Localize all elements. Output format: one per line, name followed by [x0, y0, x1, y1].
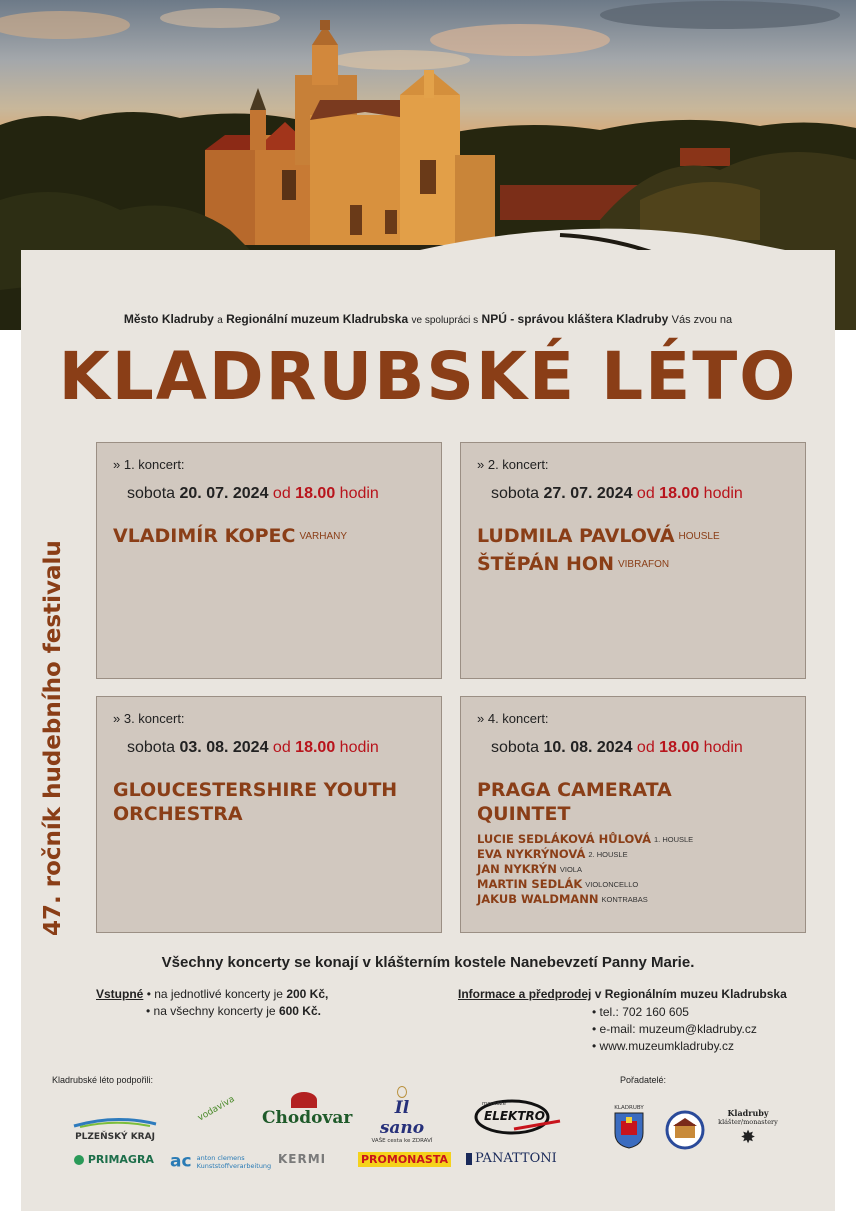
- concert-time: 18.00: [295, 485, 336, 502]
- anton-clemens-logo: [170, 1151, 271, 1172]
- klaster-line1: Kladruby: [727, 1108, 769, 1118]
- admission-line2: • na všechny koncerty je: [146, 1004, 276, 1018]
- intro-town: Město Kladruby: [123, 312, 214, 326]
- chodovar-logo: [262, 1092, 353, 1128]
- plzensky-text: PLZEŇSKÝ KRAJ: [75, 1132, 155, 1142]
- primagra-dot-icon: [74, 1155, 84, 1165]
- concert-od: od: [636, 739, 655, 756]
- concert-time: 18.00: [659, 739, 700, 756]
- ilsano-emblem-icon: [397, 1086, 407, 1098]
- performer-name: ORCHESTRA: [113, 803, 243, 825]
- ilsano-logo: [370, 1086, 434, 1144]
- performer-name: VLADIMÍR KOPEC: [113, 525, 296, 547]
- contact-web[interactable]: • www.muzeumkladruby.cz: [592, 1039, 735, 1053]
- member-instrument: 1. HOUSLE: [654, 835, 694, 844]
- performer-name: QUINTET: [477, 803, 571, 825]
- concert-label: » 4. koncert:: [477, 711, 549, 726]
- concert-day: sobota: [491, 739, 540, 756]
- panattoni-mark-icon: [466, 1153, 472, 1165]
- concert-label: » 1. koncert:: [113, 457, 185, 472]
- member-instrument: VIOLONCELLO: [585, 880, 639, 889]
- ensemble-member: [477, 892, 648, 907]
- information-label: Informace a předprodej: [458, 987, 592, 1001]
- performer: [477, 525, 720, 548]
- chodovar-crest-icon: [291, 1092, 317, 1108]
- star-emblem-icon: ✸: [740, 1127, 756, 1148]
- performer: [113, 803, 243, 826]
- concert-label: » 2. koncert:: [477, 457, 549, 472]
- vodaviva-text: vodaviva: [196, 1094, 237, 1124]
- performer-name: ŠTĚPÁN HON: [477, 553, 614, 575]
- concert-box-2: [460, 442, 806, 679]
- elektro-text: ELEKTRO: [484, 1109, 545, 1123]
- admission-label: Vstupné: [96, 987, 144, 1001]
- concert-od: od: [272, 739, 291, 756]
- town-coat-of-arms-icon: [613, 1111, 645, 1149]
- admission-price-single: 200 Kč,: [286, 987, 329, 1001]
- concert-hodin: hodin: [703, 485, 743, 502]
- concert-date: 03. 08. 2024: [179, 739, 269, 756]
- performer-name: LUDMILA PAVLOVÁ: [477, 525, 675, 547]
- member-name: JAN NYKRÝN: [477, 862, 557, 876]
- concert-hodin: hodin: [339, 485, 379, 502]
- chodovar-text: Chodovar: [262, 1108, 353, 1128]
- performer-name: PRAGA CAMERATA: [477, 779, 672, 801]
- intro-museum: Regionální muzeum Kladrubska: [226, 312, 409, 326]
- performer-instrument: VIBRAFON: [617, 559, 670, 570]
- museum-logo: [665, 1110, 705, 1154]
- concert-time: 18.00: [659, 485, 700, 502]
- concert-date-line: [127, 739, 379, 757]
- performer: [477, 803, 570, 826]
- kladruby-text: KLADRUBY: [614, 1105, 644, 1111]
- intro-and: a: [217, 315, 223, 326]
- elektro-logo: [474, 1099, 562, 1135]
- concert-box-4: [460, 696, 806, 933]
- performer-instrument: HOUSLE: [678, 531, 720, 542]
- ensemble-member: [477, 847, 628, 862]
- primagra-logo: [74, 1153, 154, 1166]
- festival-edition-vertical: 47. ročník hudebního festivalu: [40, 540, 66, 936]
- performer-name: GLOUCESTERSHIRE YOUTH: [113, 779, 398, 801]
- elektro-top-text: montáže: [482, 1101, 507, 1107]
- member-instrument: VIOLA: [559, 865, 582, 874]
- museum-seal-icon: [665, 1110, 705, 1150]
- information-place: v Regionálním muzeu Kladrubska: [594, 987, 787, 1001]
- intro-npu: NPÚ - správou kláštera Kladruby: [481, 312, 669, 326]
- ilsano-sub-text: VAŠE cesta ke ZDRAVÍ: [371, 1138, 433, 1144]
- kladruby-town-logo: [612, 1105, 646, 1153]
- admission-line1: • na jednotlivé koncerty je: [146, 987, 283, 1001]
- performer-instrument: VARHANY: [299, 531, 348, 542]
- contact-phone: • tel.: 702 160 605: [592, 1005, 689, 1019]
- member-name: MARTIN SEDLÁK: [477, 877, 583, 891]
- organizers-label: Pořadatelé:: [620, 1075, 667, 1085]
- information-block: [458, 986, 787, 1003]
- concert-date: 20. 07. 2024: [179, 485, 269, 502]
- concert-label: » 3. koncert:: [113, 711, 185, 726]
- concert-od: od: [272, 485, 291, 502]
- anton-top-text: anton clemens: [196, 1153, 245, 1162]
- primagra-text: PRIMAGRA: [87, 1153, 154, 1166]
- klaster-kladruby-logo: [718, 1108, 778, 1150]
- sponsors-label: Kladrubské léto podpořili:: [52, 1075, 154, 1085]
- member-name: JAKUB WALDMANN: [477, 892, 599, 906]
- plzensky-swoosh-icon: [70, 1116, 160, 1128]
- ensemble-member: [477, 832, 693, 847]
- performer: [477, 779, 672, 802]
- admission-price-all: 600 Kč.: [278, 1004, 321, 1018]
- klaster-line2: klášter/monastery: [718, 1118, 778, 1126]
- ac-mark-icon: ac: [170, 1151, 192, 1172]
- concert-date-line: [127, 485, 379, 503]
- concert-time: 18.00: [295, 739, 336, 756]
- ilsano-text: Il sano: [379, 1098, 425, 1138]
- concert-day: sobota: [491, 485, 540, 502]
- concert-date-line: [491, 485, 743, 503]
- performer: [477, 553, 669, 576]
- concert-date-line: [491, 739, 743, 757]
- ensemble-member: [477, 862, 582, 877]
- concert-hodin: hodin: [339, 739, 379, 756]
- intro-invite: Vás zvou na: [671, 314, 733, 326]
- admission-line-2: [146, 1003, 321, 1020]
- promonasta-logo: PROMONASTA: [358, 1152, 451, 1167]
- venue-note: Všechny koncerty se konají v klášterním kostele Nanebevzetí Panny Marie.: [161, 954, 695, 971]
- concert-box-1: [96, 442, 442, 679]
- admission-block: [96, 986, 328, 1003]
- performer: [113, 525, 347, 548]
- member-instrument: KONTRABAS: [601, 895, 648, 904]
- concert-box-3: [96, 696, 442, 933]
- concert-day: sobota: [127, 739, 176, 756]
- panattoni-logo: [466, 1151, 557, 1166]
- contact-list: [592, 1004, 757, 1055]
- panattoni-text: PANATTONI: [475, 1151, 557, 1166]
- member-name: EVA NYKRÝNOVÁ: [477, 847, 586, 861]
- intro-line: [0, 312, 856, 326]
- intro-coop: ve spolupráci s: [411, 315, 479, 326]
- concert-hodin: hodin: [703, 739, 743, 756]
- ensemble-member: [477, 877, 638, 892]
- kermi-logo: KERMI: [278, 1152, 327, 1166]
- festival-title: KLADRUBSKÉ LÉTO: [58, 338, 798, 415]
- concert-date: 27. 07. 2024: [543, 485, 633, 502]
- member-instrument: 2. HOUSLE: [588, 850, 628, 859]
- plzensky-kraj-logo: [70, 1113, 160, 1142]
- performer: [113, 779, 397, 802]
- anton-bottom-text: Kunststoffverarbeitung: [196, 1161, 272, 1170]
- concert-date: 10. 08. 2024: [543, 739, 633, 756]
- concert-od: od: [636, 485, 655, 502]
- member-name: LUCIE SEDLÁKOVÁ HŮLOVÁ: [477, 832, 651, 846]
- contact-email[interactable]: • e-mail: muzeum@kladruby.cz: [592, 1022, 757, 1036]
- concert-day: sobota: [127, 485, 176, 502]
